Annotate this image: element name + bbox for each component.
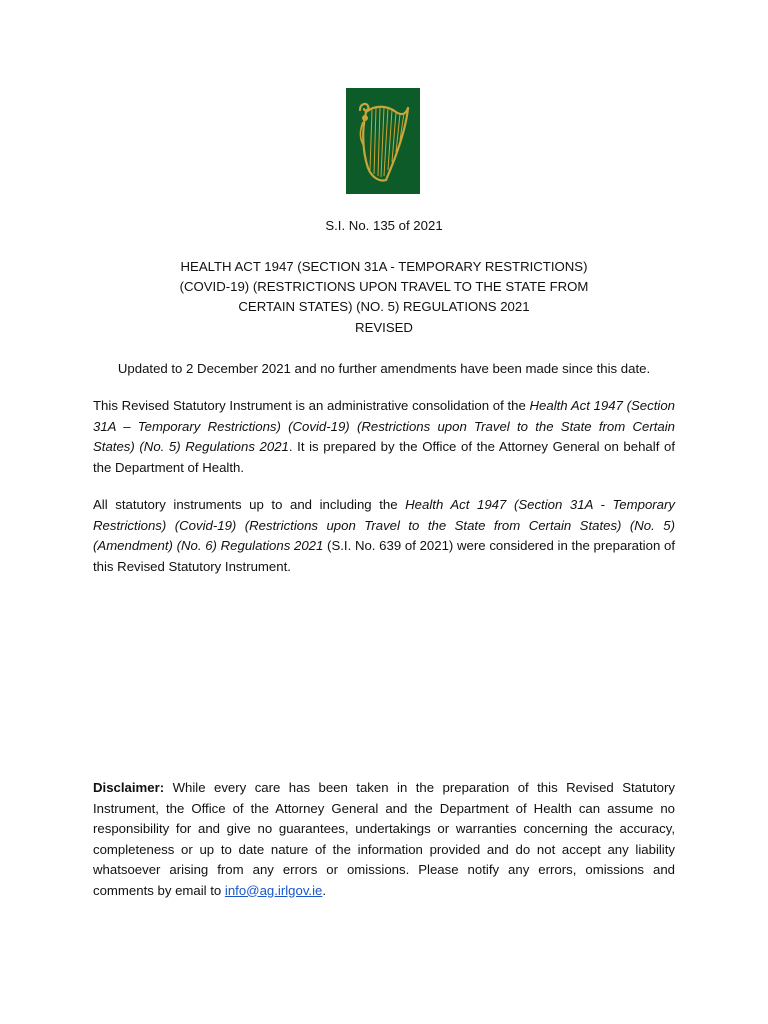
title-line-2: (COVID-19) (RESTRICTIONS UPON TRAVEL TO THE STATE FROM <box>179 279 589 294</box>
considered-outro: (S.I. No. 639 of 2021) were considered in the preparation of this Revised Statutory Instrument. <box>93 538 675 574</box>
considered-paragraph <box>93 495 675 577</box>
consolidation-instrument-title: Health Act 1947 (Section 31A – Temporary Restrictions) (Covid-19) (Restrictions upon Travel to the State from Certain States) (No. 5) Regulations 2021 <box>93 398 675 454</box>
disclaimer-text: While every care has been taken in the preparation of this Revised Statutory Instrument, the Office of the Attorney General and the Department of Health can assume no responsibility for and give no guarantees, undertakings or warranties concerning the accuracy, completeness or up to date nature of the information provided and do not accept any liability whatsoever arising from any errors or omissions. Please notify any errors, omissions and comments by email to <box>93 780 675 898</box>
disclaimer-label: Disclaimer: <box>93 780 165 795</box>
disclaimer-paragraph <box>93 778 675 901</box>
title-line-1: HEALTH ACT 1947 (SECTION 31A - TEMPORARY RESTRICTIONS) <box>180 259 588 274</box>
consolidation-outro: . It is prepared by the Office of the Attorney General on behalf of the Department of Health. <box>93 439 675 475</box>
disclaimer-end: . <box>322 882 327 898</box>
consolidation-paragraph <box>93 396 675 478</box>
harp-icon <box>346 88 420 194</box>
title-revised: REVISED <box>355 320 413 335</box>
considered-instrument-title: Health Act 1947 (Section 31A - Temporary Restrictions) (Covid-19) (Restrictions upon Travel to the State from Certain States) (No. 5) (Amendment) (No. 6) Regulations 2021 <box>93 497 675 553</box>
updated-notice: Updated to 2 December 2021 and no further amendments have been made since this date. <box>117 361 651 376</box>
considered-intro: All statutory instruments up to and including the <box>93 497 406 512</box>
email-link[interactable]: info@ag.irlgov.ie <box>224 882 323 898</box>
harp-emblem <box>346 88 420 194</box>
consolidation-intro: This Revised Statutory Instrument is an administrative consolidation of the <box>93 398 530 413</box>
title-line-3: CERTAIN STATES) (NO. 5) REGULATIONS 2021 <box>238 299 530 314</box>
si-number: S.I. No. 135 of 2021 <box>325 218 443 233</box>
